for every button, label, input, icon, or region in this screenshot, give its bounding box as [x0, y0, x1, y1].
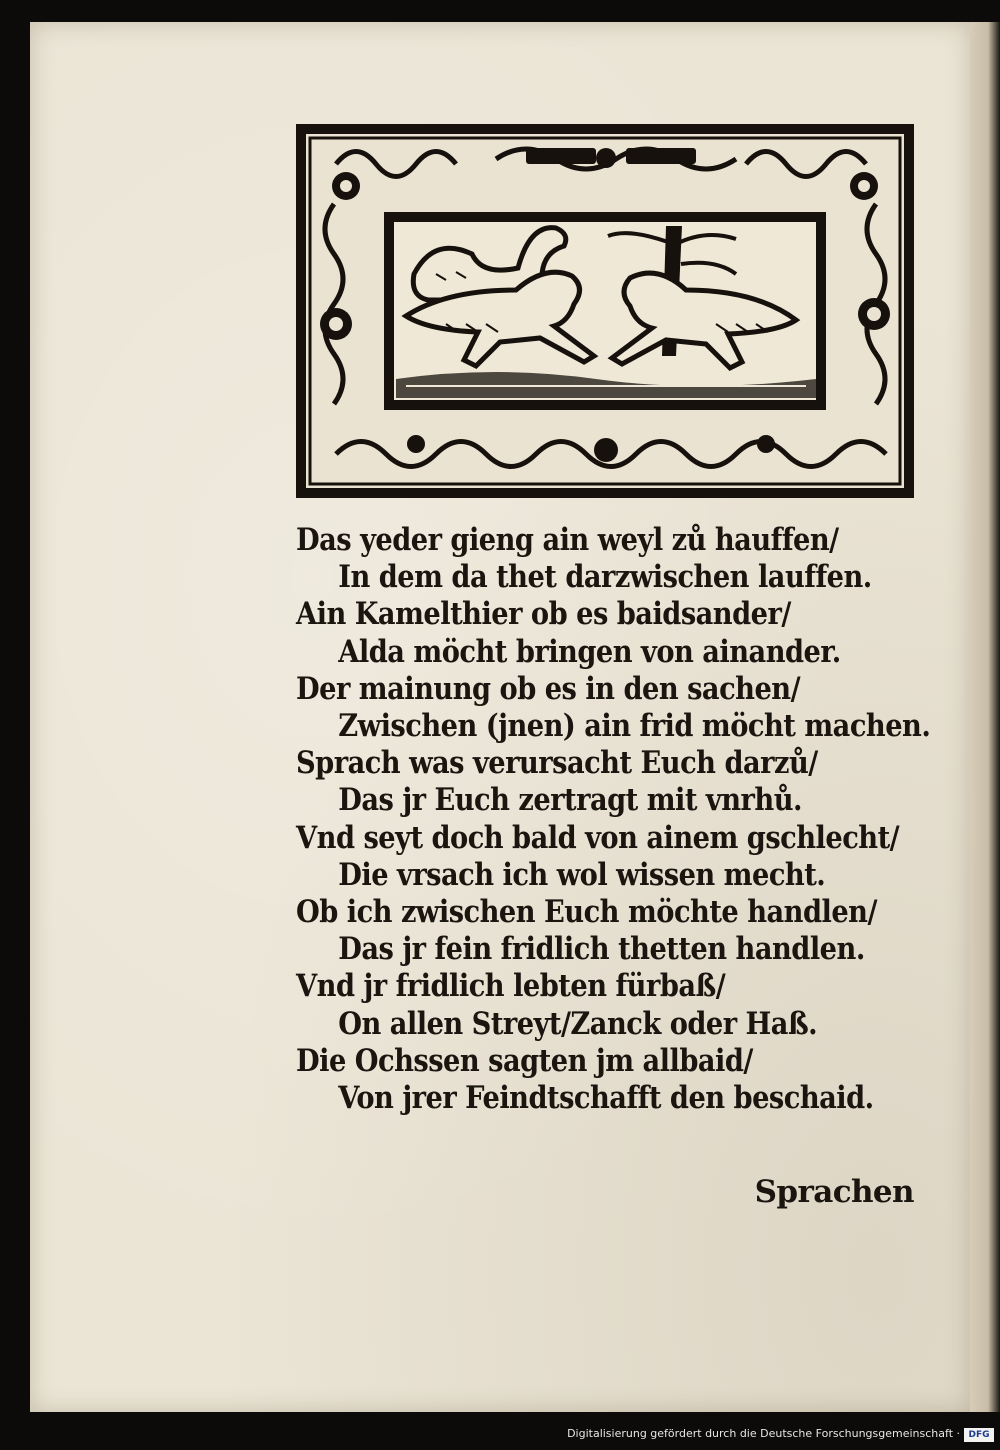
verse-line: Die vrsach ich wol wissen mecht.	[338, 856, 826, 893]
verse-line: Ain Kamelthier ob es baidsander/	[296, 596, 791, 633]
verse-line: Vnd seyt doch bald von ainem gschlecht/	[296, 819, 900, 856]
verse-line: On allen Streyt/Zanck oder Haß.	[338, 1005, 818, 1042]
verse-line: Die Ochssen sagten jm allbaid/	[296, 1042, 753, 1079]
digitization-footer	[0, 1414, 1000, 1450]
verse-line: Der mainung ob es in den sachen/	[296, 670, 801, 707]
verse-line: Das jr fein fridlich thetten handlen.	[338, 931, 865, 968]
verse-line: Ob ich zwischen Euch möchte handlen/	[296, 894, 877, 931]
verse-line: Alda möcht bringen von ainander.	[338, 633, 841, 670]
verse-line: Sprach was verursacht Euch darzů/	[296, 745, 818, 782]
verse-line: Das yeder gieng ain weyl zů hauffen/	[296, 522, 839, 558]
catchword: Sprachen	[754, 1174, 914, 1210]
woodcut-illustration	[296, 124, 914, 498]
verse-text-block	[296, 522, 936, 1117]
verse-line: Von jrer Feindtschafft den beschaid.	[338, 1080, 874, 1117]
verse-line: Das jr Euch zertragt mit vnrhů.	[338, 782, 802, 819]
verse-line: Vnd jr fridlich lebten fürbaß/	[296, 968, 726, 1005]
footer-credit: Digitalisierung gefördert durch die Deutsche Forschungsgemeinschaft ·	[567, 1427, 960, 1440]
page-edge	[970, 22, 1000, 1412]
verse-line: Zwischen (jnen) ain frid möcht machen.	[338, 708, 931, 745]
verse-line: In dem da thet darzwischen lauffen.	[338, 559, 872, 596]
dfg-logo-icon: DFG	[964, 1428, 994, 1442]
